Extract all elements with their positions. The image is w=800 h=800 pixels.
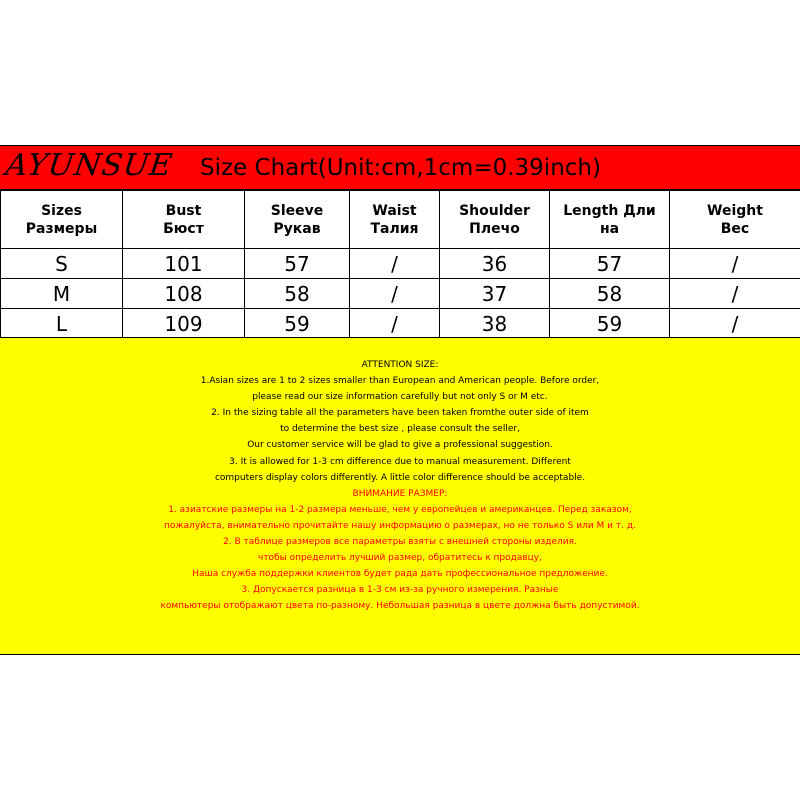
column-header-weight: Weight Вес xyxy=(670,191,800,249)
size-notes-panel xyxy=(0,337,800,655)
notes-ru-line: 3. Допускается разница в 1-3 см из-за ручного измерения. Разные xyxy=(241,585,559,596)
column-header-shoulder: Shoulder Плечо xyxy=(440,191,550,249)
table-row xyxy=(1,279,800,309)
table-cell: / xyxy=(350,249,440,279)
column-header-sleeve: Sleeve Рукав xyxy=(245,191,350,249)
notes-en-heading: ATTENTION SIZE: xyxy=(361,360,439,370)
table-cell: 37 xyxy=(440,279,550,309)
notes-en-line: 2. In the sizing table all the parameters have been taken fromthe outer side of item xyxy=(211,408,589,419)
table-cell: 58 xyxy=(550,279,670,309)
table-cell: 101 xyxy=(123,249,245,279)
notes-en-line: please read our size information carefully but not only S or M etc. xyxy=(252,392,548,403)
notes-ru-line: 1. азиатские размеры на 1-2 размера меньше, чем у европейцев и американцев. Перед заказом, xyxy=(168,504,632,515)
table-row xyxy=(1,309,800,339)
table-cell: / xyxy=(670,249,800,279)
notes-en-line: 1.Asian sizes are 1 to 2 sizes smaller than European and American people. Before order, xyxy=(200,376,600,387)
table-cell: 36 xyxy=(440,249,550,279)
column-header-sizes: Sizes Размеры xyxy=(1,191,123,249)
notes-en-line: Our customer service will be glad to give a professional suggestion. xyxy=(247,440,553,451)
notes-en-line: 3. It is allowed for 1-3 cm difference due to manual measurement. Different xyxy=(229,456,571,467)
notes-ru-line: Наша служба поддержки клиентов будет рада дать профессиональное предложение. xyxy=(192,569,608,580)
table-row xyxy=(1,249,800,279)
notes-ru-line: чтобы определить лучший размер, обратитесь к продавцу, xyxy=(258,553,542,564)
size-table xyxy=(0,190,800,339)
brand-logo: AYUNSUE xyxy=(3,148,175,183)
notes-ru-line: компьютеры отображают цвета по-разному. Небольшая разница в цвете должна быть допустимой. xyxy=(160,601,640,612)
column-header-length: Length Дли на xyxy=(550,191,670,249)
table-cell: 109 xyxy=(123,309,245,339)
column-header-waist: Waist Талия xyxy=(350,191,440,249)
column-header-bust: Bust Бюст xyxy=(123,191,245,249)
table-header-row xyxy=(1,191,800,249)
notes-ru-heading: ВНИМАНИЕ РАЗМЕР: xyxy=(352,488,448,499)
notes-en-line: computers display colors differently. A little color difference should be acceptable. xyxy=(214,472,586,483)
table-cell: 58 xyxy=(245,279,350,309)
table-cell: 59 xyxy=(550,309,670,339)
table-cell: M xyxy=(1,279,123,309)
table-cell: 57 xyxy=(245,249,350,279)
notes-ru-line: пожалуйста, внимательно прочитайте нашу информацию о размерах, но не только S или M и т. д. xyxy=(164,520,636,531)
table-cell: / xyxy=(350,279,440,309)
table-cell: 38 xyxy=(440,309,550,339)
size-chart-header xyxy=(0,145,800,190)
table-cell: / xyxy=(670,279,800,309)
size-chart-sheet xyxy=(0,145,800,655)
table-cell: / xyxy=(350,309,440,339)
table-cell: L xyxy=(1,309,123,339)
notes-ru-line: 2. В таблице размеров все параметры взяты с внешней стороны изделия. xyxy=(223,537,577,548)
chart-title: Size Chart(Unit:cm,1cm=0.39inch) xyxy=(200,155,601,181)
table-cell: S xyxy=(1,249,123,279)
table-cell: 59 xyxy=(245,309,350,339)
table-cell: 57 xyxy=(550,249,670,279)
notes-en-line: to determine the best size , please consult the seller, xyxy=(280,424,520,435)
table-cell: / xyxy=(670,309,800,339)
table-cell: 108 xyxy=(123,279,245,309)
